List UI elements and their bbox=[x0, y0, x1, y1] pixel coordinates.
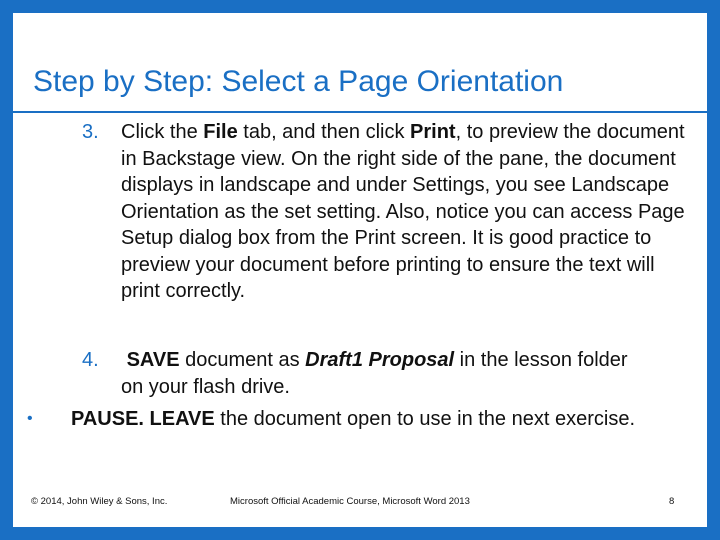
print-label: Print bbox=[410, 121, 456, 143]
footer-copyright: © 2014, John Wiley & Sons, Inc. bbox=[31, 496, 168, 507]
file-tab-label: File bbox=[203, 121, 238, 143]
step-number: 4. bbox=[82, 349, 99, 371]
slide-title: Step by Step: Select a Page Orientation bbox=[33, 65, 564, 98]
footer-course: Microsoft Official Academic Course, Microsoft Word 2013 bbox=[230, 496, 470, 507]
step-text: SAVE document as Draft1 Proposal in the lesson folder on your flash drive. bbox=[121, 349, 628, 398]
bullet-text: PAUSE. LEAVE the document open to use in the next exercise. bbox=[71, 408, 635, 430]
slide bbox=[13, 13, 707, 527]
bullet-marker: • bbox=[27, 410, 33, 427]
step-text: Click the File tab, and then click Print, to preview the document in Backstage view. On the right side of the pane, the document displays in landscape and under Settings, you see Landscape Orientation as the set setting. Also, notice you can access Page Setup dialog box from the Print screen. It is good practice to preview your document before printing to ensure the text will print correctly. bbox=[121, 121, 685, 302]
save-label: SAVE bbox=[126, 349, 180, 371]
title-divider bbox=[13, 111, 707, 113]
step-number: 3. bbox=[82, 121, 99, 143]
file-name: Draft1 Proposal bbox=[305, 349, 455, 371]
pause-leave-label: PAUSE. LEAVE bbox=[71, 408, 215, 430]
footer-page-number: 8 bbox=[669, 496, 675, 507]
